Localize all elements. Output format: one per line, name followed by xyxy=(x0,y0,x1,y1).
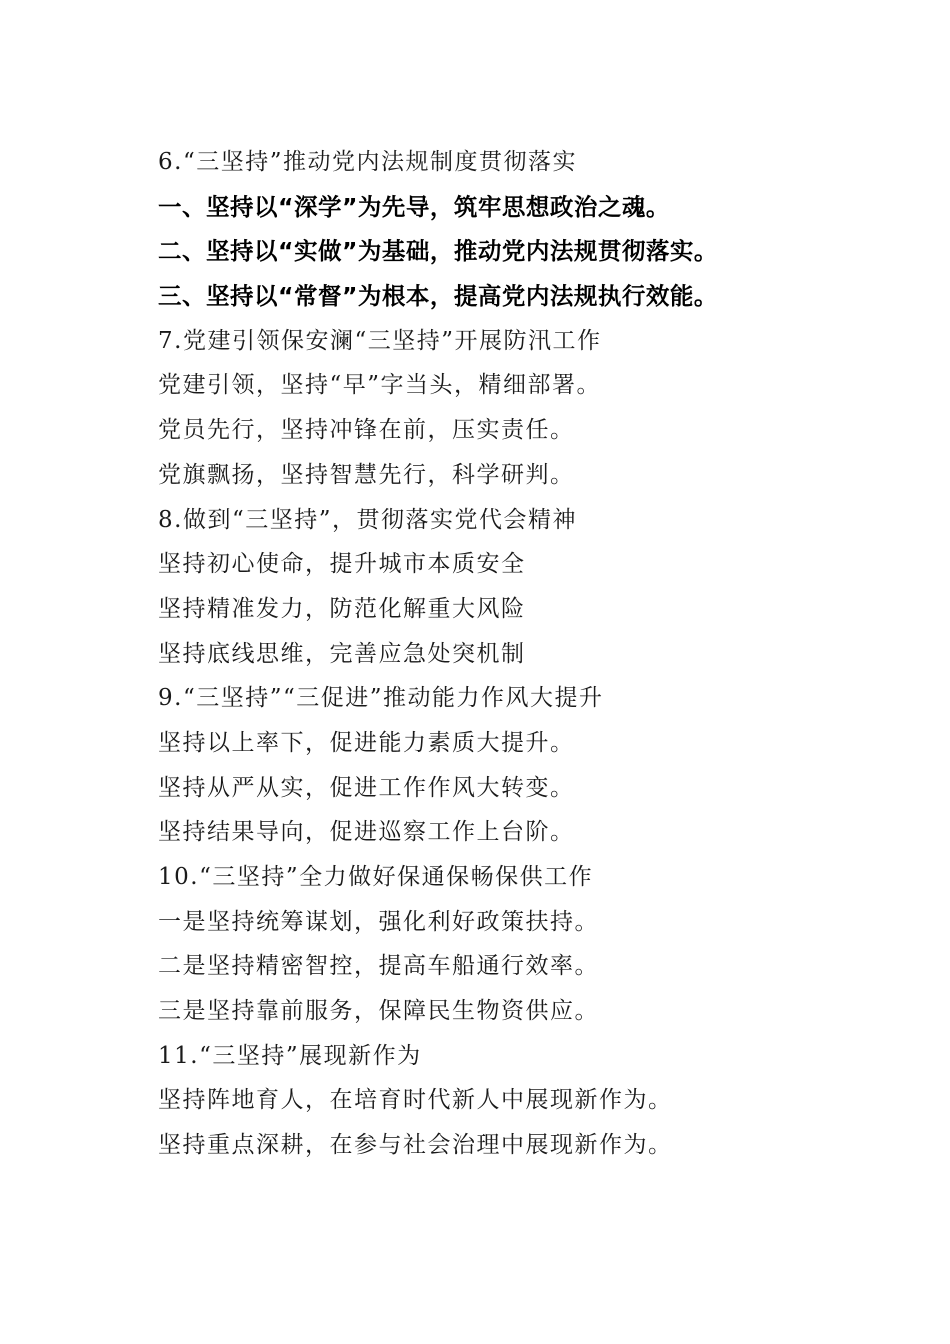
heading-10: 10.“三坚持”全力做好保通保畅保供工作 xyxy=(158,864,594,890)
text-line: 一是坚持统筹谋划，强化利好政策扶持。 xyxy=(158,908,599,935)
heading-11: 11.“三坚持”展现新作为 xyxy=(158,1042,422,1069)
heading-8: 8.做到“三坚持”，贯彻落实党代会精神 xyxy=(158,506,577,533)
heading-7: 7.党建引领保安澜“三坚持”开展防汛工作 xyxy=(158,327,602,354)
text-line: 坚持结果导向，促进巡察工作上台阶。 xyxy=(158,819,575,846)
bold-point-1: 一、坚持以“深学”为先导，筑牢思想政治之魂。 xyxy=(158,192,670,221)
document-body xyxy=(158,140,878,1168)
text-line: 三是坚持靠前服务，保障民生物资供应。 xyxy=(158,998,599,1025)
text-line: 坚持以上率下，促进能力素质大提升。 xyxy=(158,729,575,756)
text-line: 坚持从严从实，促进工作作风大转变。 xyxy=(158,774,575,801)
text-line: 坚持精准发力，防范化解重大风险 xyxy=(158,595,526,622)
bold-point-3: 三、坚持以“常督”为根本，提高党内法规执行效能。 xyxy=(158,282,718,311)
bold-point-2: 二、坚持以“实做”为基础，推动党内法规贯彻落实。 xyxy=(158,237,718,266)
heading-9: 9.“三坚持”“三促进”推动能力作风大提升 xyxy=(158,685,604,712)
text-line: 坚持底线思维，完善应急处突机制 xyxy=(158,640,526,667)
text-line: 二是坚持精密智控，提高车船通行效率。 xyxy=(158,953,599,980)
text-line: 党旗飘扬，坚持智慧先行，科学研判。 xyxy=(158,461,575,488)
text-line: 党员先行，坚持冲锋在前，压实责任。 xyxy=(158,417,575,444)
heading-6: 6.“三坚持”推动党内法规制度贯彻落实 xyxy=(158,149,577,175)
text-line: 坚持初心使命，提升城市本质安全 xyxy=(158,551,526,578)
text-line: 坚持重点深耕，在参与社会治理中展现新作为。 xyxy=(158,1132,673,1159)
text-line: 党建引领，坚持“早”字当头，精细部署。 xyxy=(158,372,602,399)
text-line: 坚持阵地育人，在培育时代新人中展现新作为。 xyxy=(158,1087,673,1114)
